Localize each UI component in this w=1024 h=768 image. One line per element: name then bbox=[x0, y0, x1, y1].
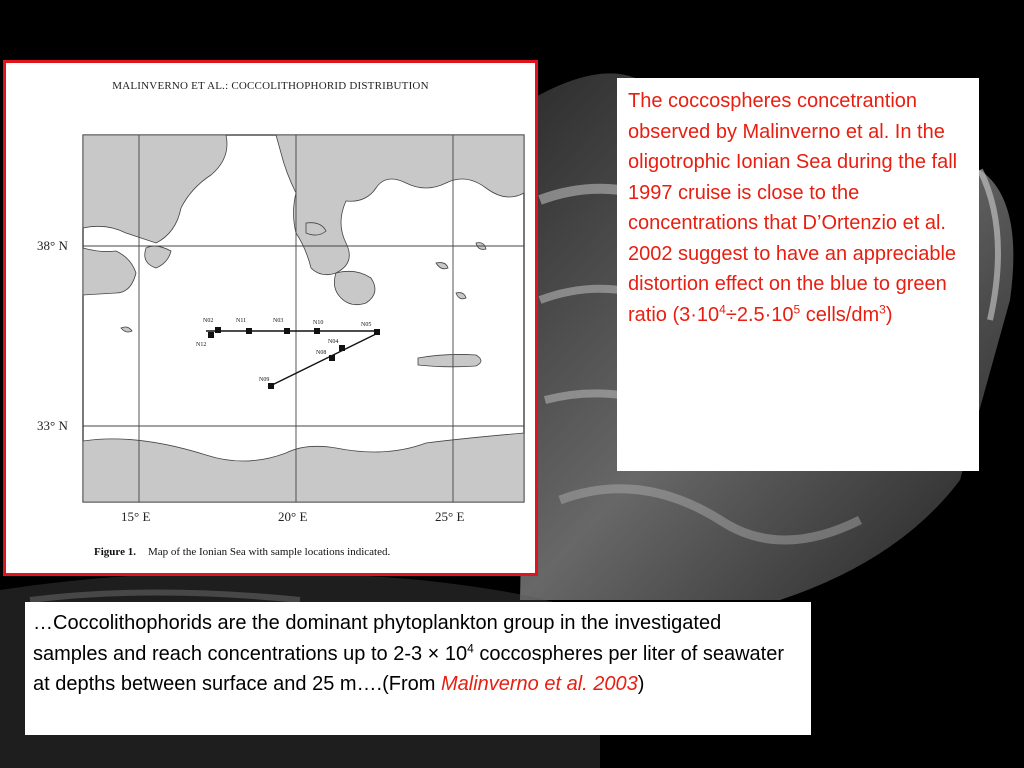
station-n08 bbox=[329, 355, 335, 361]
note-box bbox=[617, 78, 979, 471]
quote-text-main: …Coccolithophorids are the dominant phytoplankton group in the investigated samples and reach concentrations up to 2-3 × 10 bbox=[33, 612, 722, 665]
figure-caption-label: Figure 1. bbox=[94, 546, 136, 558]
quote-text-rest: coccospheres per liter of seawater at depths between surface and 25 m….(From bbox=[33, 642, 785, 695]
station-label: N03 bbox=[273, 318, 284, 324]
quote-close: ) bbox=[637, 673, 645, 695]
station-n02 bbox=[215, 327, 221, 333]
note-units: cells/dm bbox=[800, 303, 880, 326]
figure-caption-text: Map of the Ionian Sea with sample locations indicated. bbox=[147, 546, 391, 558]
note-text-mid: ÷2.5·10 bbox=[725, 303, 794, 326]
quote-text bbox=[33, 608, 801, 700]
ionian-sea-map bbox=[6, 63, 535, 573]
latitude-label: 33° N bbox=[37, 418, 68, 433]
station-label: N09 bbox=[259, 377, 270, 383]
note-exponent: 5 bbox=[793, 301, 801, 316]
station-label: N02 bbox=[203, 318, 214, 324]
figure-caption bbox=[94, 546, 390, 558]
quote-exponent: 4 bbox=[467, 640, 474, 655]
longitude-label: 20° E bbox=[278, 509, 308, 524]
station-n12 bbox=[208, 332, 214, 338]
station-n09 bbox=[268, 383, 274, 389]
station-label: N05 bbox=[361, 322, 372, 328]
station-n10 bbox=[314, 328, 320, 334]
note-exponent: 4 bbox=[719, 301, 726, 316]
station-label: N04 bbox=[328, 339, 339, 345]
figure-panel bbox=[3, 60, 538, 576]
note-text-main: The coccospheres concetrantion observed by Malinverno et al. In the oligotrophic Ionian Sea during the fall 1997 cruise is close to the concentrations that D’Ortenzio et al. 2002 suggest to have an appreciable distortion effect on the blue to green ratio (3·10 bbox=[628, 90, 958, 326]
longitude-label: 15° E bbox=[121, 509, 151, 524]
note-exponent: 3 bbox=[879, 301, 886, 316]
quote-citation: Malinverno et al. 2003 bbox=[440, 673, 638, 695]
station-label: N12 bbox=[196, 342, 207, 348]
note-close: ) bbox=[885, 303, 893, 326]
station-n11 bbox=[246, 328, 252, 334]
station-n04 bbox=[339, 345, 345, 351]
station-n05 bbox=[374, 329, 380, 335]
latitude-label: 38° N bbox=[37, 238, 68, 253]
longitude-label: 25° E bbox=[435, 509, 465, 524]
figure-header: MALINVERNO ET AL.: COCCOLITHOPHORID DISTRIBUTION bbox=[112, 80, 429, 92]
station-label: N11 bbox=[236, 318, 247, 324]
station-label: N08 bbox=[316, 350, 327, 356]
quote-box bbox=[25, 602, 811, 735]
note-text bbox=[628, 86, 969, 330]
station-n03 bbox=[284, 328, 290, 334]
station-label: N10 bbox=[313, 320, 324, 326]
